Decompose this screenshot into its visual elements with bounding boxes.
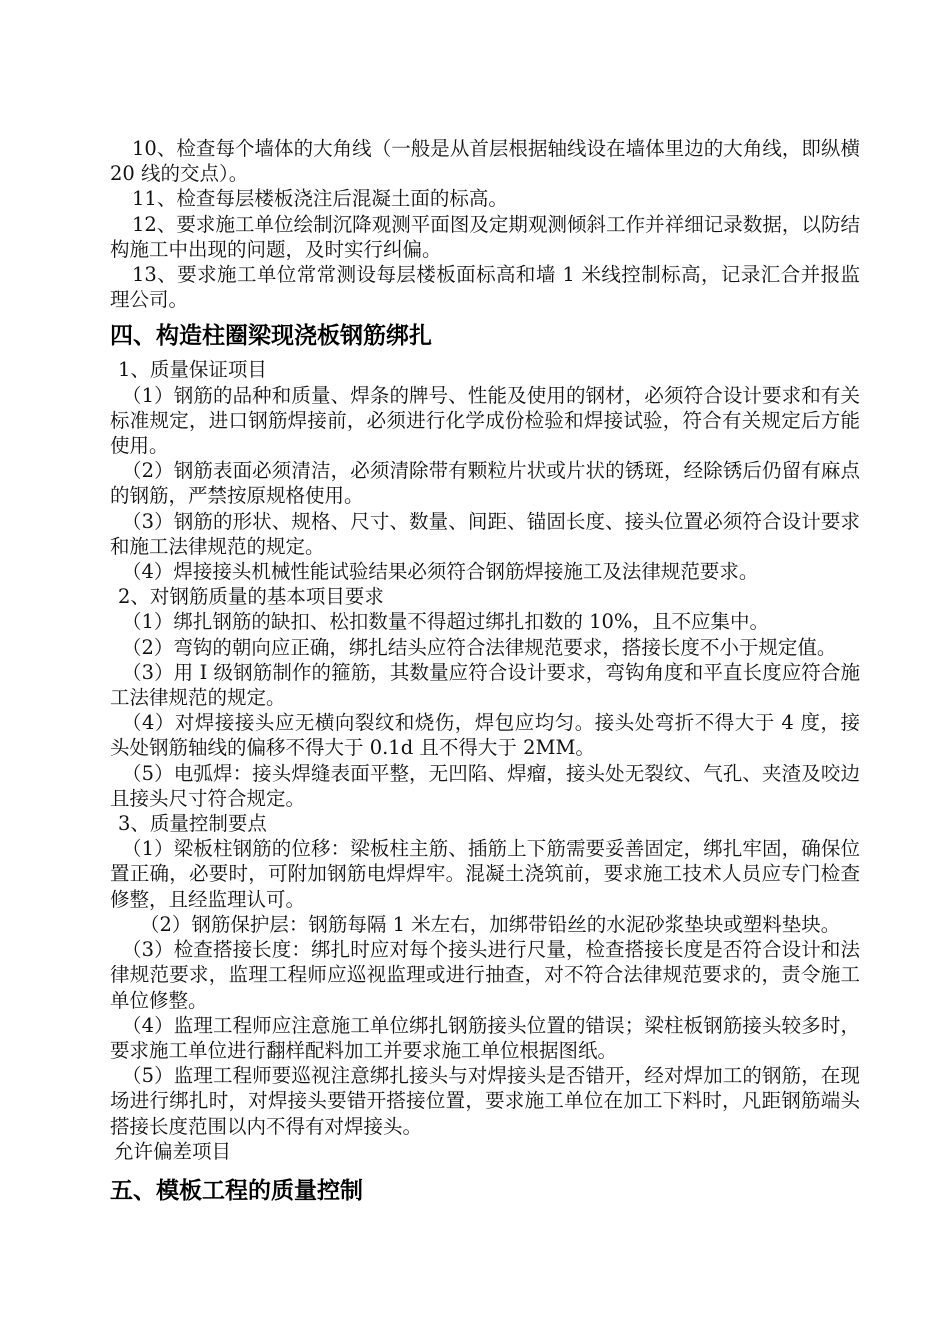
list-item: （4）焊接接头机械性能试验结果必须符合钢筋焊接施工及法律规范要求。 [122,560,759,584]
list-item: （5）监理工程师要巡视注意绑扎接头与对焊接头是否错开，经对焊加工的钢筋，在现场进行绑扎时，对焊接头要错开搭接位置，要求施工单位在加工下料时，凡距钢筋端头搭接长度范围以内不得有对焊接头。 [110,1064,860,1138]
list-item: （3）检查搭接长度：绑扎时应对每个接头进行尺量，检查搭接长度是否符合设计和法律规范要求，监理工程师应巡视监理或进行抽查，对不符合法律规范要求的，责令施工单位修整。 [110,938,860,1012]
allowed-deviation-label: 允许偏差项目 [114,1139,232,1163]
section-heading-5: 五、模板工程的质量控制 [110,1177,363,1204]
list-item: （1）梁板柱钢筋的位移：梁板柱主筋、插筋上下筋需要妥善固定，绑扎牢固，确保位置正确，必要时，可附加钢筋电焊焊牢。混凝土浇筑前，要求施工技术人员应专门检查修整，且经监理认可。 [110,837,860,911]
section-heading-4: 四、构造柱圈梁现浇板钢筋绑扎 [110,323,432,350]
paragraph-item-12: 12、要求施工单位绘制沉降观测平面图及定期观测倾斜工作并祥细记录数据，以防结构施工中出现的问题，及时实行纠偏。 [110,212,860,261]
list-item: （5）电弧焊：接头焊缝表面平整，无凹陷、焊瘤，接头处无裂纹、气孔、夹渣及咬边且接头尺寸符合规定。 [110,761,860,810]
subsection-title-2: 2、对钢筋质量的基本项目要求 [118,585,384,609]
list-item-hanging: （2）钢筋保护层：钢筋每隔 1 米左右，加绑带铅丝的水泥砂浆垫块或塑料垫块。 [140,912,841,936]
subsection-title-1: 1、质量保证项目 [118,358,267,382]
paragraph-item-11: 11、检查每层楼板浇注后混凝土面的标高。 [132,187,508,211]
list-item: （1）钢筋的品种和质量、焊条的牌号、性能及使用的钢材，必须符合设计要求和有关标准规定，进口钢筋焊接前，必须进行化学成份检验和焊接试验，符合有关规定后方能使用。 [110,383,860,458]
subsection-title-3: 3、质量控制要点 [118,812,267,836]
list-item: （3）钢筋的形状、规格、尺寸、数量、间距、锚固长度、接头位置必须符合设计要求和施工法律规范的规定。 [110,509,860,558]
paragraph-item-10: 10、检查每个墙体的大角线（一般是从首层根据轴线设在墙体里边的大角线，即纵横 20 线的交点）。 [110,137,860,186]
paragraph-item-13: 13、要求施工单位常常测设每层楼板面标高和墙 1 米线控制标高，记录汇合并报监理公司。 [110,263,860,312]
list-item: （1）绑扎钢筋的缺扣、松扣数量不得超过绑扎扣数的 10%，且不应集中。 [122,610,769,634]
document-body [110,136,860,1212]
list-item: （2）钢筋表面必须清洁，必须清除带有颗粒片状或片状的锈斑，经除锈后仍留有麻点的钢筋，严禁按原规格使用。 [110,459,860,508]
list-item: （3）用 I 级钢筋制作的箍筋，其数量应符合设计要求，弯钩角度和平直长度应符合施工法律规范的规定。 [110,660,860,710]
list-item: （4）监理工程师应注意施工单位绑扎钢筋接头位置的错误；梁柱板钢筋接头较多时，要求施工单位进行翻样配料加工并要求施工单位根据图纸。 [110,1013,860,1062]
list-item: （2）弯钩的朝向应正确，绑扎结头应符合法律规范要求，搭接长度不小于规定值。 [122,635,837,659]
list-item: （4）对焊接接头应无横向裂纹和烧伤，焊包应均匀。接头处弯折不得大于 4 度，接头处钢筋轴线的偏移不得大于 0.1d 且不得大于 2MM。 [110,711,860,760]
